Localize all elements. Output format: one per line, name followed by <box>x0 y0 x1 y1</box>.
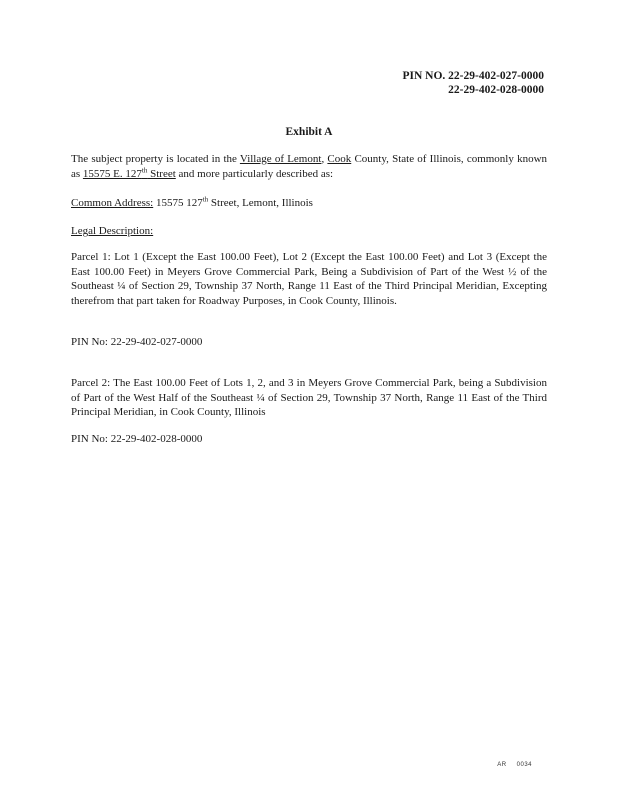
pin-header-line-2: 22-29-402-028-0000 <box>448 84 544 96</box>
pin-header-line-1: PIN NO. 22-29-402-027-0000 <box>402 70 544 82</box>
intro-comma: , <box>321 153 328 165</box>
intro-text-3: and more particularly described as: <box>175 167 334 180</box>
parcel-1-paragraph: Parcel 1: Lot 1 (Except the East 100.00 Feet), Lot 2 (Except the East 100.00 Feet) and Lot 3 (Except the East 100.00 Feet) in Meyers Grove Commercial Park, Being a Subdivision of Part of the West ½ of the Southeast ¼ of Section 29, Township 37 North, Range 11 East of the Third Principal Meridian, Excepting therefrom that part taken for Roadway Purposes, in Cook County, Illinois. <box>71 251 547 307</box>
pin-2: PIN No: 22-29-402-028-0000 <box>71 433 203 445</box>
intro-street-sup: th <box>141 165 148 174</box>
footer-page-number: 0034 <box>516 762 532 768</box>
common-address-value-suffix: Street, Lemont, Illinois <box>208 197 313 209</box>
intro-county: Cook <box>327 153 352 165</box>
common-address <box>71 196 547 211</box>
intro-text-2: County, State of Illinois, commonly known as <box>71 153 548 180</box>
pin-header <box>403 69 545 97</box>
intro-paragraph <box>71 152 547 181</box>
intro-village: Village of Lemont <box>239 153 322 165</box>
parcel-2-paragraph: Parcel 2: The East 100.00 Feet of Lots 1, 2, and 3 in Meyers Grove Commercial Park, being a Subdivision of Part of the West Half of the Southeast ¼ of Section 29, Township 37 North, Range 11 East of the Third Principal Meridian, in Cook County, Illinois <box>71 377 547 418</box>
intro-street-suffix: Street <box>147 167 176 180</box>
common-address-sup: th <box>202 195 209 204</box>
common-address-label: Common Address: <box>71 197 154 209</box>
common-address-value: 15575 127 <box>153 197 203 209</box>
footer-code: AR <box>497 762 507 768</box>
intro-street <box>82 165 176 180</box>
legal-description-heading-text: Legal Description: <box>71 225 154 237</box>
document-title: Exhibit A <box>285 126 333 138</box>
legal-description-heading <box>71 224 547 239</box>
pin-1: PIN No: 22-29-402-027-0000 <box>71 336 203 348</box>
intro-street-number: 15575 E. 127 <box>82 167 142 180</box>
page-footer <box>497 762 532 768</box>
intro-text-1: The subject property is located in the <box>71 153 240 165</box>
